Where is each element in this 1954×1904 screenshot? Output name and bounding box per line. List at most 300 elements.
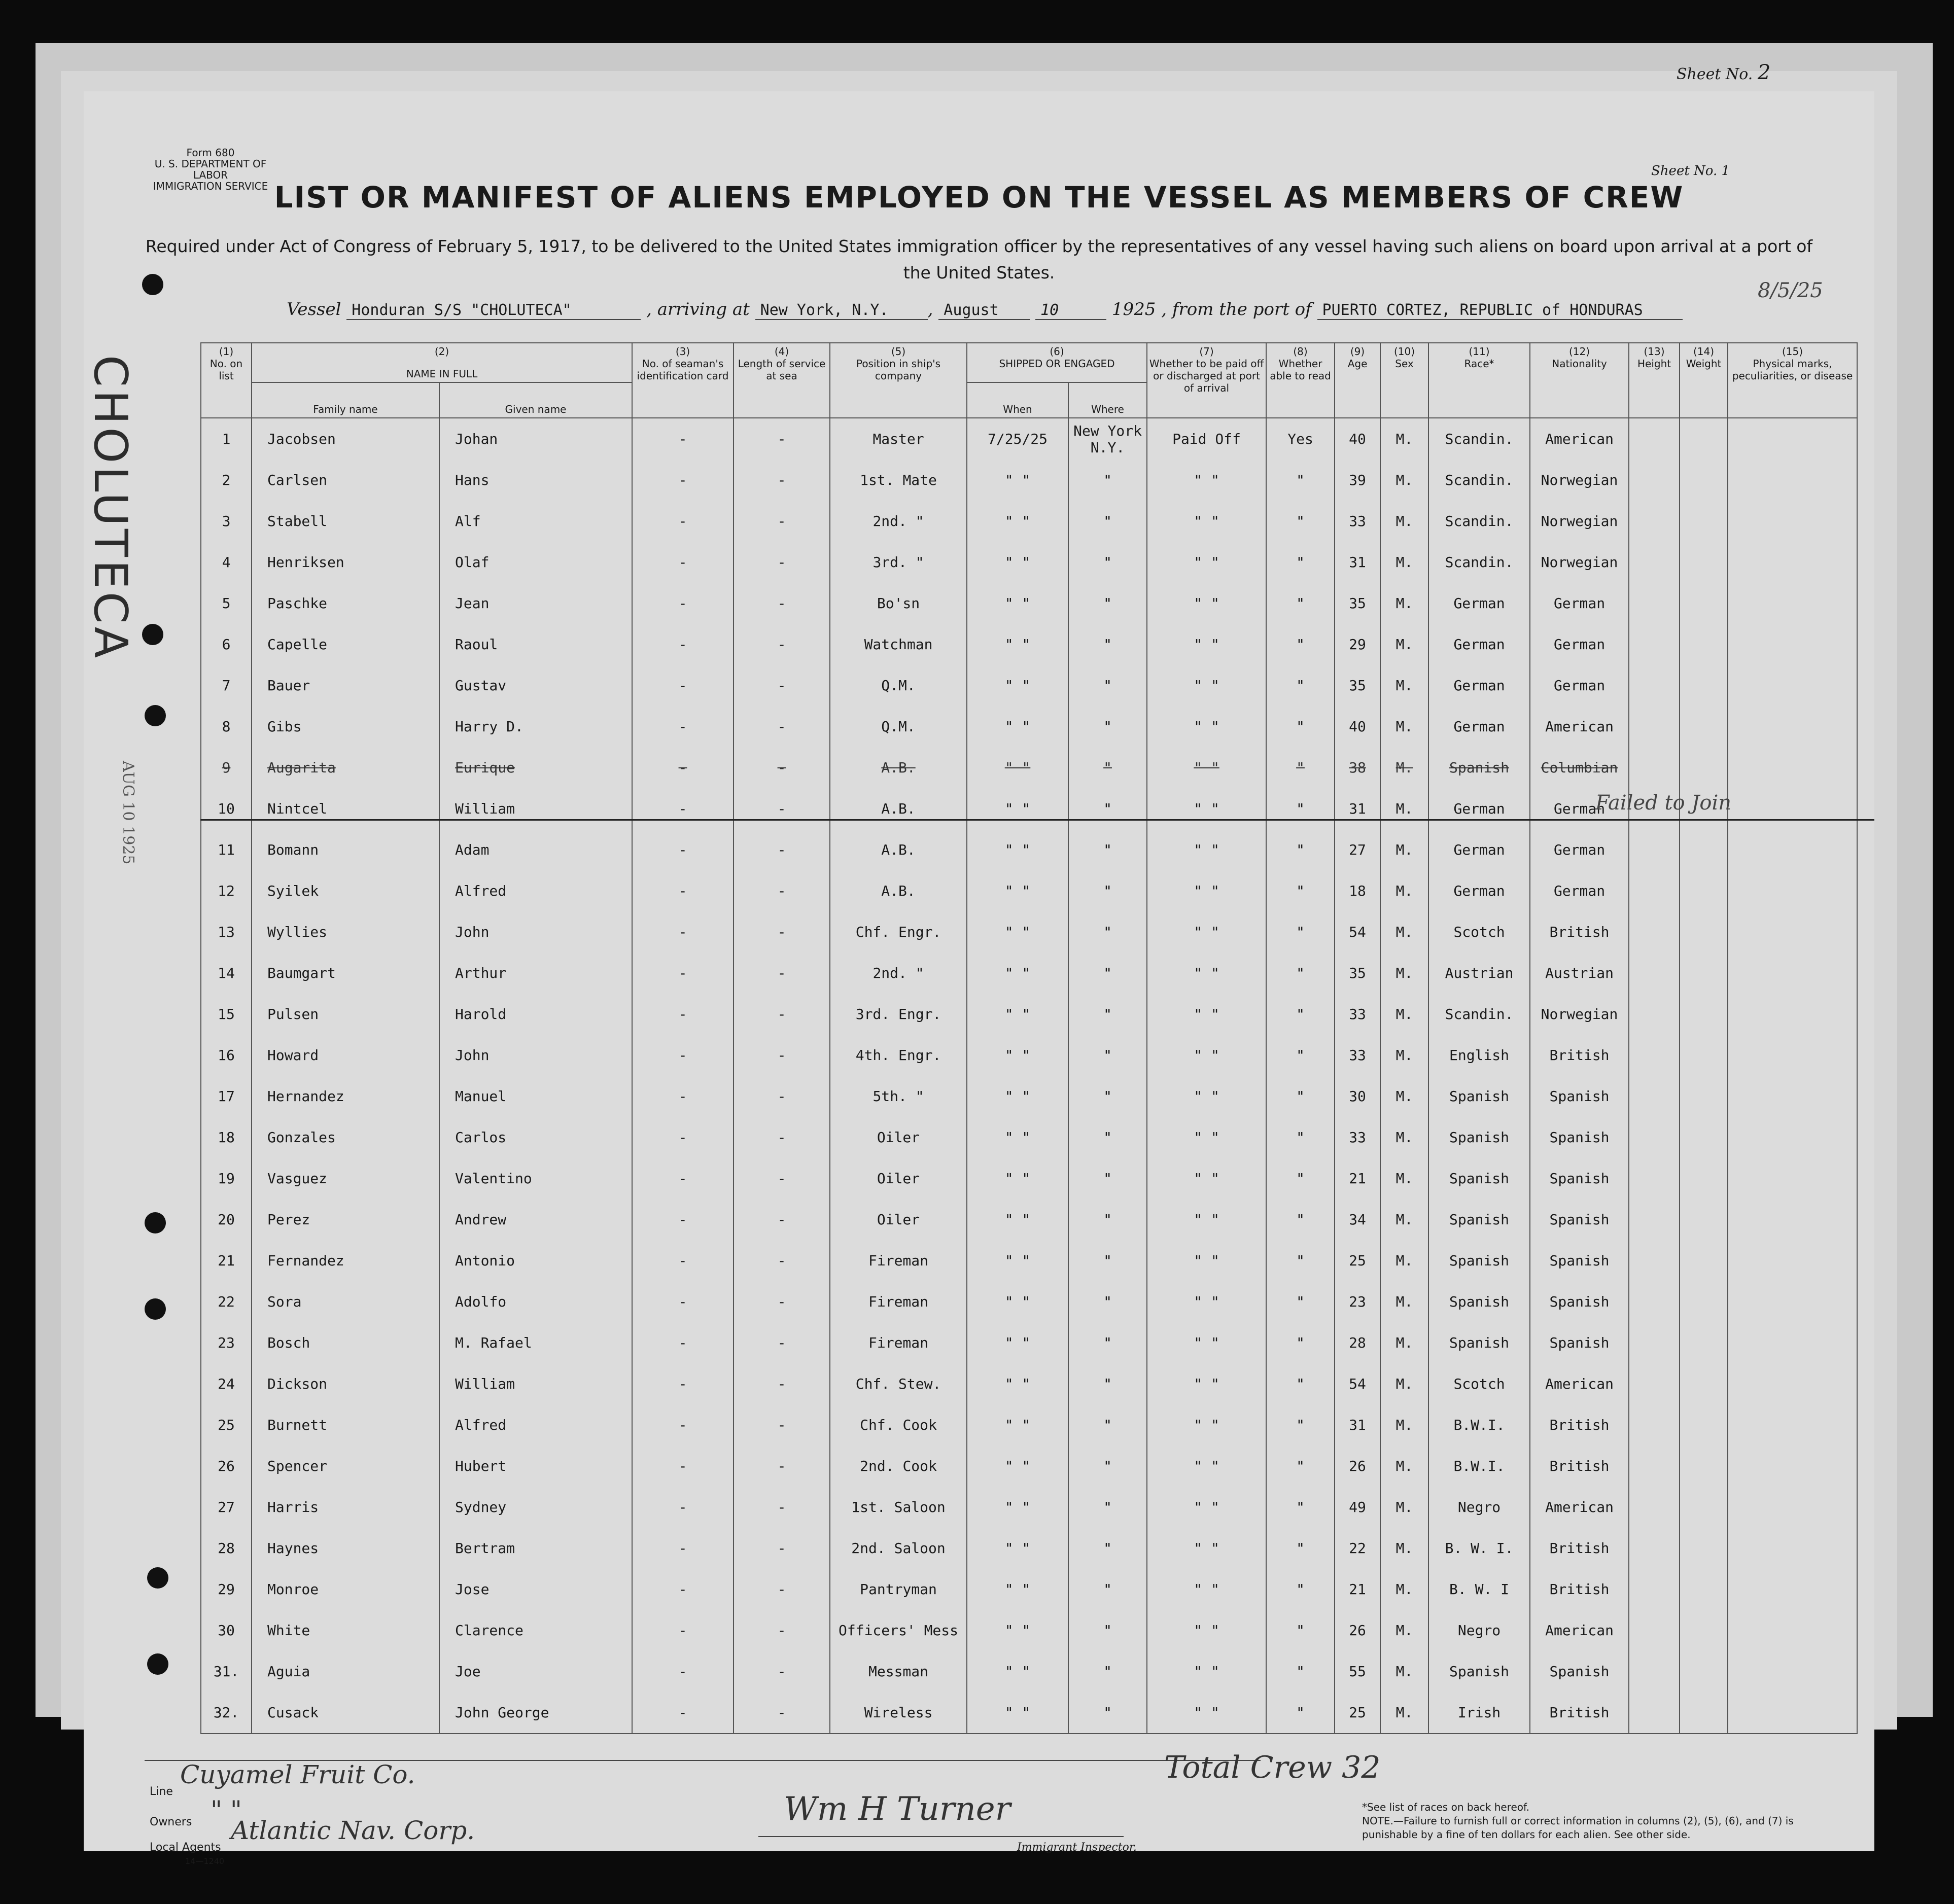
cell-card: - bbox=[632, 870, 734, 911]
cell-read: " bbox=[1266, 1035, 1335, 1076]
cell-length: - bbox=[734, 1035, 830, 1076]
cell-no: 14 bbox=[201, 953, 252, 994]
vessel-name: Honduran S/S "CHOLUTECA" bbox=[346, 301, 641, 320]
cell-length: - bbox=[734, 953, 830, 994]
outer-sheet-number bbox=[1677, 61, 1770, 84]
cell-marks bbox=[1728, 829, 1857, 870]
cell-height bbox=[1629, 418, 1680, 460]
cell-nationality: American bbox=[1530, 418, 1629, 460]
cell-nationality: British bbox=[1530, 911, 1629, 953]
cell-no: 8 bbox=[201, 706, 252, 747]
cell-read: " bbox=[1266, 1322, 1335, 1363]
cell-where: " bbox=[1068, 1076, 1147, 1117]
owners-label: Owners bbox=[150, 1816, 192, 1828]
cell-height bbox=[1629, 829, 1680, 870]
cell-given: William bbox=[439, 788, 632, 829]
cell-no: 24 bbox=[201, 1363, 252, 1404]
cell-family: Augarita bbox=[252, 747, 439, 788]
cell-paid: " " bbox=[1147, 1404, 1266, 1445]
cell-given: Alfred bbox=[439, 1404, 632, 1445]
cell-card: - bbox=[632, 665, 734, 706]
cell-position: Watchman bbox=[830, 624, 967, 665]
line-value: Cuyamel Fruit Co. bbox=[180, 1760, 415, 1789]
cell-where: " bbox=[1068, 1117, 1147, 1158]
cell-height bbox=[1629, 460, 1680, 501]
cell-no: 7 bbox=[201, 665, 252, 706]
cell-no: 5 bbox=[201, 583, 252, 624]
cell-weight bbox=[1680, 1651, 1728, 1692]
cell-read: " bbox=[1266, 870, 1335, 911]
cell-marks bbox=[1728, 1363, 1857, 1404]
cell-given: Raoul bbox=[439, 624, 632, 665]
inner-sheet-number: Sheet No. 1 bbox=[1651, 163, 1730, 179]
cell-family: White bbox=[252, 1610, 439, 1651]
table-row bbox=[201, 1651, 1857, 1692]
cell-nationality: Spanish bbox=[1530, 1322, 1629, 1363]
cell-race: Scotch bbox=[1428, 911, 1530, 953]
cell-read: " bbox=[1266, 829, 1335, 870]
cell-age: 38 bbox=[1335, 747, 1380, 788]
col-where: Where bbox=[1068, 382, 1147, 418]
cell-nationality: American bbox=[1530, 1487, 1629, 1528]
cell-given: William bbox=[439, 1363, 632, 1404]
cell-marks bbox=[1728, 1610, 1857, 1651]
cell-paid: " " bbox=[1147, 1158, 1266, 1199]
cell-sex: M. bbox=[1380, 1281, 1428, 1322]
cell-weight bbox=[1680, 994, 1728, 1035]
cell-height bbox=[1629, 953, 1680, 994]
table-row bbox=[201, 706, 1857, 747]
cell-given: Jean bbox=[439, 583, 632, 624]
cell-height bbox=[1629, 1035, 1680, 1076]
cell-nationality: Spanish bbox=[1530, 1199, 1629, 1240]
cell-race: Spanish bbox=[1428, 1240, 1530, 1281]
cell-weight bbox=[1680, 1569, 1728, 1610]
col-name: (2) NAME IN FULL bbox=[252, 343, 632, 382]
vessel-line: Vessel Honduran S/S "CHOLUTECA" , arriving at New York, N.Y. , August 10 1925 , from the port of PUERTO CORTEZ, REPUBLIC of HONDURAS bbox=[287, 299, 1808, 320]
cell-read: " bbox=[1266, 994, 1335, 1035]
cell-race: Negro bbox=[1428, 1487, 1530, 1528]
cell-nationality: Spanish bbox=[1530, 1117, 1629, 1158]
cell-no: 20 bbox=[201, 1199, 252, 1240]
table-row bbox=[201, 1569, 1857, 1610]
cell-where: " bbox=[1068, 1322, 1147, 1363]
cell-length: - bbox=[734, 1076, 830, 1117]
cell-given: Carlos bbox=[439, 1117, 632, 1158]
cell-where: " bbox=[1068, 1035, 1147, 1076]
cell-read: " bbox=[1266, 583, 1335, 624]
cell-card: - bbox=[632, 1651, 734, 1692]
cell-length: - bbox=[734, 1651, 830, 1692]
cell-nationality: British bbox=[1530, 1569, 1629, 1610]
cell-position: Oiler bbox=[830, 1117, 967, 1158]
cell-weight bbox=[1680, 1692, 1728, 1734]
table-row bbox=[201, 418, 1857, 460]
cell-height bbox=[1629, 706, 1680, 747]
cell-given: Adam bbox=[439, 829, 632, 870]
cell-when: " " bbox=[967, 829, 1068, 870]
cell-when: " " bbox=[967, 706, 1068, 747]
cell-card: - bbox=[632, 747, 734, 788]
cell-when: " " bbox=[967, 1076, 1068, 1117]
cell-where: " bbox=[1068, 994, 1147, 1035]
cell-given: Bertram bbox=[439, 1528, 632, 1569]
cell-race: Scandin. bbox=[1428, 994, 1530, 1035]
cell-paid: " " bbox=[1147, 1240, 1266, 1281]
cell-read: " bbox=[1266, 1651, 1335, 1692]
cell-card: - bbox=[632, 1076, 734, 1117]
cell-where: " bbox=[1068, 1610, 1147, 1651]
cell-when: 7/25/25 bbox=[967, 418, 1068, 460]
cell-race: B.W.I. bbox=[1428, 1445, 1530, 1487]
cell-marks bbox=[1728, 911, 1857, 953]
cell-weight bbox=[1680, 706, 1728, 747]
cell-height bbox=[1629, 994, 1680, 1035]
cell-given: Alf bbox=[439, 501, 632, 542]
cell-no: 28 bbox=[201, 1528, 252, 1569]
cell-height bbox=[1629, 1445, 1680, 1487]
table-row bbox=[201, 1487, 1857, 1528]
cell-no: 18 bbox=[201, 1117, 252, 1158]
cell-no: 3 bbox=[201, 501, 252, 542]
cell-length: - bbox=[734, 1569, 830, 1610]
cell-given: Alfred bbox=[439, 870, 632, 911]
cell-position: 2nd. Cook bbox=[830, 1445, 967, 1487]
cell-sex: M. bbox=[1380, 994, 1428, 1035]
cell-length: - bbox=[734, 706, 830, 747]
cell-length: - bbox=[734, 1610, 830, 1651]
cell-card: - bbox=[632, 418, 734, 460]
col-weight: (14) Weight bbox=[1680, 343, 1728, 418]
cell-where: " bbox=[1068, 953, 1147, 994]
cell-where: " bbox=[1068, 1651, 1147, 1692]
cell-family: Monroe bbox=[252, 1569, 439, 1610]
cell-height bbox=[1629, 1487, 1680, 1528]
cell-race: Austrian bbox=[1428, 953, 1530, 994]
cell-family: Paschke bbox=[252, 583, 439, 624]
cell-family: Bauer bbox=[252, 665, 439, 706]
cell-weight bbox=[1680, 460, 1728, 501]
cell-family: Harris bbox=[252, 1487, 439, 1528]
table-row bbox=[201, 1445, 1857, 1487]
cell-no: 17 bbox=[201, 1076, 252, 1117]
cell-age: 33 bbox=[1335, 501, 1380, 542]
cell-card: - bbox=[632, 1322, 734, 1363]
cell-where: " bbox=[1068, 1569, 1147, 1610]
cell-family: Fernandez bbox=[252, 1240, 439, 1281]
col-paid: (7) Whether to be paid off or discharged at port of arrival bbox=[1147, 343, 1266, 418]
cell-length: - bbox=[734, 1240, 830, 1281]
cell-weight bbox=[1680, 583, 1728, 624]
cell-family: Henriksen bbox=[252, 542, 439, 583]
punch-hole bbox=[147, 1567, 168, 1589]
cell-height bbox=[1629, 1117, 1680, 1158]
cell-where: " bbox=[1068, 583, 1147, 624]
cell-sex: M. bbox=[1380, 1692, 1428, 1734]
cell-where: " bbox=[1068, 1199, 1147, 1240]
cell-marks bbox=[1728, 624, 1857, 665]
cell-age: 23 bbox=[1335, 1281, 1380, 1322]
cell-nationality: Spanish bbox=[1530, 1240, 1629, 1281]
cell-nationality: German bbox=[1530, 665, 1629, 706]
cell-card: - bbox=[632, 542, 734, 583]
cell-no: 32. bbox=[201, 1692, 252, 1734]
cell-no: 26 bbox=[201, 1445, 252, 1487]
cell-when: " " bbox=[967, 953, 1068, 994]
cell-nationality: British bbox=[1530, 1692, 1629, 1734]
cell-race: B. W. I bbox=[1428, 1569, 1530, 1610]
table-row bbox=[201, 1363, 1857, 1404]
inspector-label: Immigrant Inspector. bbox=[1017, 1841, 1137, 1854]
cell-sex: M. bbox=[1380, 418, 1428, 460]
cell-length: - bbox=[734, 1281, 830, 1322]
cell-given: Gustav bbox=[439, 665, 632, 706]
cell-height bbox=[1629, 1076, 1680, 1117]
cell-marks bbox=[1728, 418, 1857, 460]
cell-age: 31 bbox=[1335, 788, 1380, 829]
cell-age: 54 bbox=[1335, 911, 1380, 953]
cell-read: " bbox=[1266, 665, 1335, 706]
table-row bbox=[201, 1158, 1857, 1199]
cell-sex: M. bbox=[1380, 1610, 1428, 1651]
cell-sex: M. bbox=[1380, 583, 1428, 624]
cell-paid: " " bbox=[1147, 583, 1266, 624]
cell-weight bbox=[1680, 1281, 1728, 1322]
cell-when: " " bbox=[967, 1445, 1068, 1487]
cell-when: " " bbox=[967, 624, 1068, 665]
cell-race: Spanish bbox=[1428, 1281, 1530, 1322]
cell-card: - bbox=[632, 994, 734, 1035]
col-shipped: (6) SHIPPED OR ENGAGED bbox=[967, 343, 1147, 382]
col-marks: (15) Physical marks, peculiarities, or disease bbox=[1728, 343, 1857, 418]
cell-nationality: Spanish bbox=[1530, 1281, 1629, 1322]
cell-weight bbox=[1680, 829, 1728, 870]
cell-no: 6 bbox=[201, 624, 252, 665]
cell-nationality: German bbox=[1530, 624, 1629, 665]
cell-given: Valentino bbox=[439, 1158, 632, 1199]
cell-position: Fireman bbox=[830, 1240, 967, 1281]
cell-given: Joe bbox=[439, 1651, 632, 1692]
cell-sex: M. bbox=[1380, 1363, 1428, 1404]
cell-where: " bbox=[1068, 747, 1147, 788]
cell-when: " " bbox=[967, 1322, 1068, 1363]
cell-when: " " bbox=[967, 1199, 1068, 1240]
cell-weight bbox=[1680, 1487, 1728, 1528]
table-row bbox=[201, 870, 1857, 911]
cell-marks bbox=[1728, 1199, 1857, 1240]
cell-where: " bbox=[1068, 911, 1147, 953]
cell-given: John George bbox=[439, 1692, 632, 1734]
cell-position: Master bbox=[830, 418, 967, 460]
cell-card: - bbox=[632, 1445, 734, 1487]
cell-when: " " bbox=[967, 542, 1068, 583]
cell-card: - bbox=[632, 1158, 734, 1199]
cell-sex: M. bbox=[1380, 1076, 1428, 1117]
footnote-penalty: NOTE.—Failure to furnish full or correct information in columns (2), (5), (6), and (7) is punishable by a fine of ten dollars for each alien. See other side. bbox=[1362, 1815, 1794, 1841]
page-subtitle: Required under Act of Congress of February 5, 1917, to be delivered to the United States immigration officer by the representatives of any vessel having such aliens on board upon arrival at a port of the United States. bbox=[145, 236, 1813, 283]
cell-nationality: Norwegian bbox=[1530, 460, 1629, 501]
cell-age: 39 bbox=[1335, 460, 1380, 501]
cell-when: " " bbox=[967, 1569, 1068, 1610]
cell-given: Eurique bbox=[439, 747, 632, 788]
from-label: , from the port of bbox=[1161, 299, 1312, 320]
footnote bbox=[1362, 1801, 1819, 1842]
cell-given: Clarence bbox=[439, 1610, 632, 1651]
cell-where: " bbox=[1068, 1528, 1147, 1569]
cell-height bbox=[1629, 542, 1680, 583]
cell-card: - bbox=[632, 1117, 734, 1158]
cell-length: - bbox=[734, 1117, 830, 1158]
cell-family: Wyllies bbox=[252, 911, 439, 953]
cell-given: M. Rafael bbox=[439, 1322, 632, 1363]
cell-position: A.B. bbox=[830, 747, 967, 788]
table-row bbox=[201, 1281, 1857, 1322]
cell-paid: " " bbox=[1147, 1651, 1266, 1692]
cell-sex: M. bbox=[1380, 1158, 1428, 1199]
agents-label: Local Agents bbox=[150, 1841, 221, 1854]
cell-position: Bo'sn bbox=[830, 583, 967, 624]
col-sex: (10) Sex bbox=[1380, 343, 1428, 418]
cell-sex: M. bbox=[1380, 829, 1428, 870]
cell-card: - bbox=[632, 1610, 734, 1651]
cell-nationality: American bbox=[1530, 1363, 1629, 1404]
cell-nationality: German bbox=[1530, 583, 1629, 624]
cell-when: " " bbox=[967, 1487, 1068, 1528]
sheet-no-label: Sheet No. bbox=[1677, 65, 1753, 83]
cell-length: - bbox=[734, 1404, 830, 1445]
punch-hole bbox=[145, 705, 166, 726]
cell-race: Irish bbox=[1428, 1692, 1530, 1734]
cell-paid: " " bbox=[1147, 1569, 1266, 1610]
cell-age: 54 bbox=[1335, 1363, 1380, 1404]
table-row bbox=[201, 501, 1857, 542]
cell-family: Spencer bbox=[252, 1445, 439, 1487]
cell-race: Spanish bbox=[1428, 1322, 1530, 1363]
cell-given: Adolfo bbox=[439, 1281, 632, 1322]
cell-length: - bbox=[734, 1199, 830, 1240]
cell-paid: " " bbox=[1147, 1117, 1266, 1158]
cell-paid: " " bbox=[1147, 542, 1266, 583]
cell-card: - bbox=[632, 1281, 734, 1322]
cell-weight bbox=[1680, 1076, 1728, 1117]
cell-where: New York N.Y. bbox=[1068, 418, 1147, 460]
table-row bbox=[201, 460, 1857, 501]
cell-marks bbox=[1728, 1404, 1857, 1445]
cell-marks bbox=[1728, 1528, 1857, 1569]
crew-rows bbox=[201, 418, 1857, 1734]
col-age: (9) Age bbox=[1335, 343, 1380, 418]
cell-family: Dickson bbox=[252, 1363, 439, 1404]
department-name: U. S. DEPARTMENT OF LABOR bbox=[154, 158, 267, 181]
cell-position: 1st. Mate bbox=[830, 460, 967, 501]
cell-marks bbox=[1728, 1158, 1857, 1199]
page-title: LIST OR MANIFEST OF ALIENS EMPLOYED ON THE VESSEL AS MEMBERS OF CREW bbox=[274, 180, 1684, 215]
cell-given: Antonio bbox=[439, 1240, 632, 1281]
cell-race: Scandin. bbox=[1428, 501, 1530, 542]
cell-paid: " " bbox=[1147, 1322, 1266, 1363]
table-row bbox=[201, 1692, 1857, 1734]
cell-age: 22 bbox=[1335, 1528, 1380, 1569]
cell-weight bbox=[1680, 1322, 1728, 1363]
cell-position: Chf. Cook bbox=[830, 1404, 967, 1445]
cell-position: A.B. bbox=[830, 829, 967, 870]
cell-marks bbox=[1728, 1076, 1857, 1117]
cell-card: - bbox=[632, 501, 734, 542]
total-crew-note: Total Crew 32 bbox=[1164, 1750, 1381, 1785]
cell-given: Olaf bbox=[439, 542, 632, 583]
cell-marks bbox=[1728, 953, 1857, 994]
inspector-signature: Wm H Turner bbox=[784, 1790, 1011, 1828]
cell-no: 12 bbox=[201, 870, 252, 911]
cell-age: 27 bbox=[1335, 829, 1380, 870]
cell-position: 5th. " bbox=[830, 1076, 967, 1117]
cell-given: John bbox=[439, 1035, 632, 1076]
cell-read: " bbox=[1266, 1528, 1335, 1569]
cell-marks bbox=[1728, 870, 1857, 911]
table-row bbox=[201, 1199, 1857, 1240]
cell-age: 34 bbox=[1335, 1199, 1380, 1240]
signature-rule bbox=[758, 1836, 1124, 1837]
cell-paid: " " bbox=[1147, 1692, 1266, 1734]
cell-paid: " " bbox=[1147, 1610, 1266, 1651]
cell-paid: " " bbox=[1147, 1528, 1266, 1569]
cell-nationality: Spanish bbox=[1530, 1158, 1629, 1199]
cell-card: - bbox=[632, 829, 734, 870]
cell-where: " bbox=[1068, 542, 1147, 583]
punch-hole bbox=[142, 624, 163, 645]
cell-no: 16 bbox=[201, 1035, 252, 1076]
cell-family: Stabell bbox=[252, 501, 439, 542]
cell-race: German bbox=[1428, 829, 1530, 870]
cell-read: " bbox=[1266, 1692, 1335, 1734]
cell-nationality: Norwegian bbox=[1530, 542, 1629, 583]
cell-height bbox=[1629, 1363, 1680, 1404]
cell-where: " bbox=[1068, 501, 1147, 542]
date-stamp: AUG 10 1925 bbox=[119, 761, 137, 865]
cell-height bbox=[1629, 1651, 1680, 1692]
cell-weight bbox=[1680, 624, 1728, 665]
cell-weight bbox=[1680, 1035, 1728, 1076]
cell-family: Perez bbox=[252, 1199, 439, 1240]
vessel-stamp: CHOLUTECA bbox=[84, 355, 137, 661]
cell-nationality: Spanish bbox=[1530, 1651, 1629, 1692]
cell-where: " bbox=[1068, 829, 1147, 870]
cell-length: - bbox=[734, 747, 830, 788]
cell-position: Fireman bbox=[830, 1322, 967, 1363]
cell-height bbox=[1629, 501, 1680, 542]
cell-age: 35 bbox=[1335, 583, 1380, 624]
cell-sex: M. bbox=[1380, 1322, 1428, 1363]
cell-read: " bbox=[1266, 1569, 1335, 1610]
cell-read: " bbox=[1266, 1076, 1335, 1117]
cell-where: " bbox=[1068, 460, 1147, 501]
cell-paid: " " bbox=[1147, 829, 1266, 870]
cell-card: - bbox=[632, 1404, 734, 1445]
cell-paid: " " bbox=[1147, 624, 1266, 665]
table-row bbox=[201, 542, 1857, 583]
cell-position: Wireless bbox=[830, 1692, 967, 1734]
cell-sex: M. bbox=[1380, 1199, 1428, 1240]
cell-sex: M. bbox=[1380, 911, 1428, 953]
cell-age: 25 bbox=[1335, 1240, 1380, 1281]
cell-paid: " " bbox=[1147, 460, 1266, 501]
cell-race: Spanish bbox=[1428, 1199, 1530, 1240]
cell-given: Andrew bbox=[439, 1199, 632, 1240]
cell-paid: " " bbox=[1147, 788, 1266, 829]
cell-height bbox=[1629, 747, 1680, 788]
cell-race: English bbox=[1428, 1035, 1530, 1076]
cell-paid: " " bbox=[1147, 747, 1266, 788]
